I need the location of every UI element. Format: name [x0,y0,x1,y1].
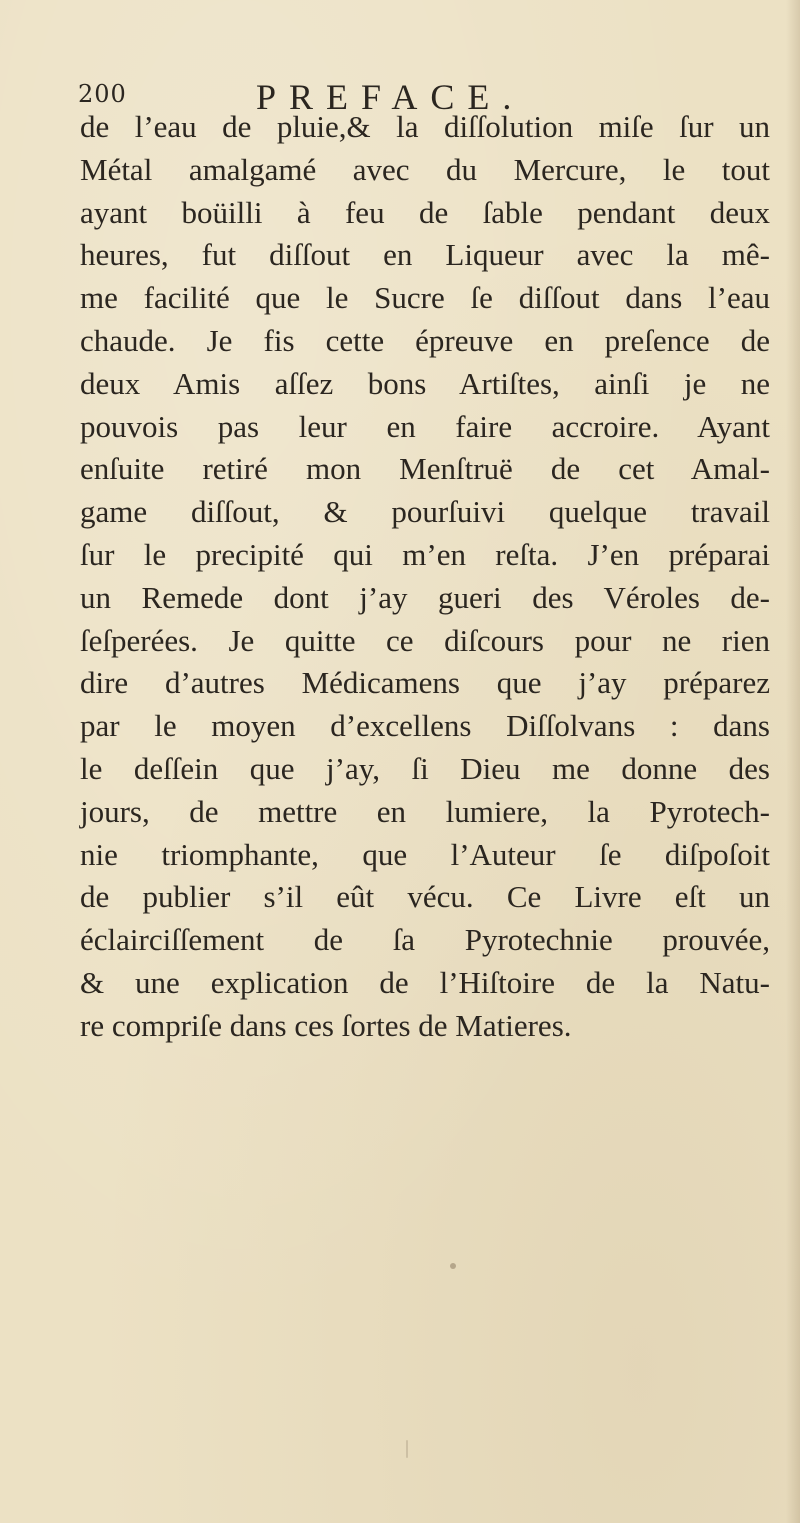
text-line: & une explication de l’Hiſtoire de la Natu- [80,964,770,1000]
text-line: dire d’autres Médicamens que j’ay préparez [80,665,770,701]
text-line: enſuite retiré mon Menſtruë de cet Amal- [80,451,770,487]
text-line: game diſſout, & pourſuivi quelque travail [80,494,770,530]
text-line: nie triomphante, que l’Auteur ſe diſpoſoit [80,836,770,872]
text-line: chaude. Je fis cette épreuve en preſence de [80,322,770,358]
text-line: pouvois pas leur en faire accroire. Ayant [80,408,770,444]
text-line: jours, de mettre en lumiere, la Pyrotech- [80,793,770,829]
body-text [80,106,770,1048]
text-line: Métal amalgamé avec du Mercure, le tout [80,151,770,187]
text-line: par le moyen d’excellens Diſſolvans : dans [80,708,770,744]
text-line: éclairciſſement de ſa Pyrotechnie prouvée, [80,922,770,958]
page-edge-shadow [786,0,800,1523]
text-line: ayant boüilli à feu de ſable pendant deux [80,194,770,230]
running-title: PREFACE. [256,77,525,117]
text-line: me facilité que le Sucre ſe diſſout dans l’eau [80,280,770,316]
text-line: de publier s’il eût vécu. Ce Livre eſt un [80,879,770,915]
text-line: ſeſperées. Je quitte ce diſcours pour ne rien [80,622,770,658]
text-line: de l’eau de pluie,& la diſſolution miſe ſur un [80,109,770,144]
text-line: heures, fut diſſout en Liqueur avec la mê- [80,237,770,273]
text-line: deux Amis aſſez bons Artiſtes, ainſi je ne [80,365,770,401]
text-line: re compriſe dans ces ſortes de Matieres. [80,1007,572,1043]
paper-speck [450,1263,456,1269]
paper-speck [406,1440,408,1458]
text-line: le deſſein que j’ay, ſi Dieu me donne des [80,750,770,786]
page-number: 200 [78,80,127,108]
text-line: un Remede dont j’ay gueri des Véroles de- [80,579,770,615]
text-line: ſur le precipité qui m’en reſta. J’en préparai [80,536,770,572]
